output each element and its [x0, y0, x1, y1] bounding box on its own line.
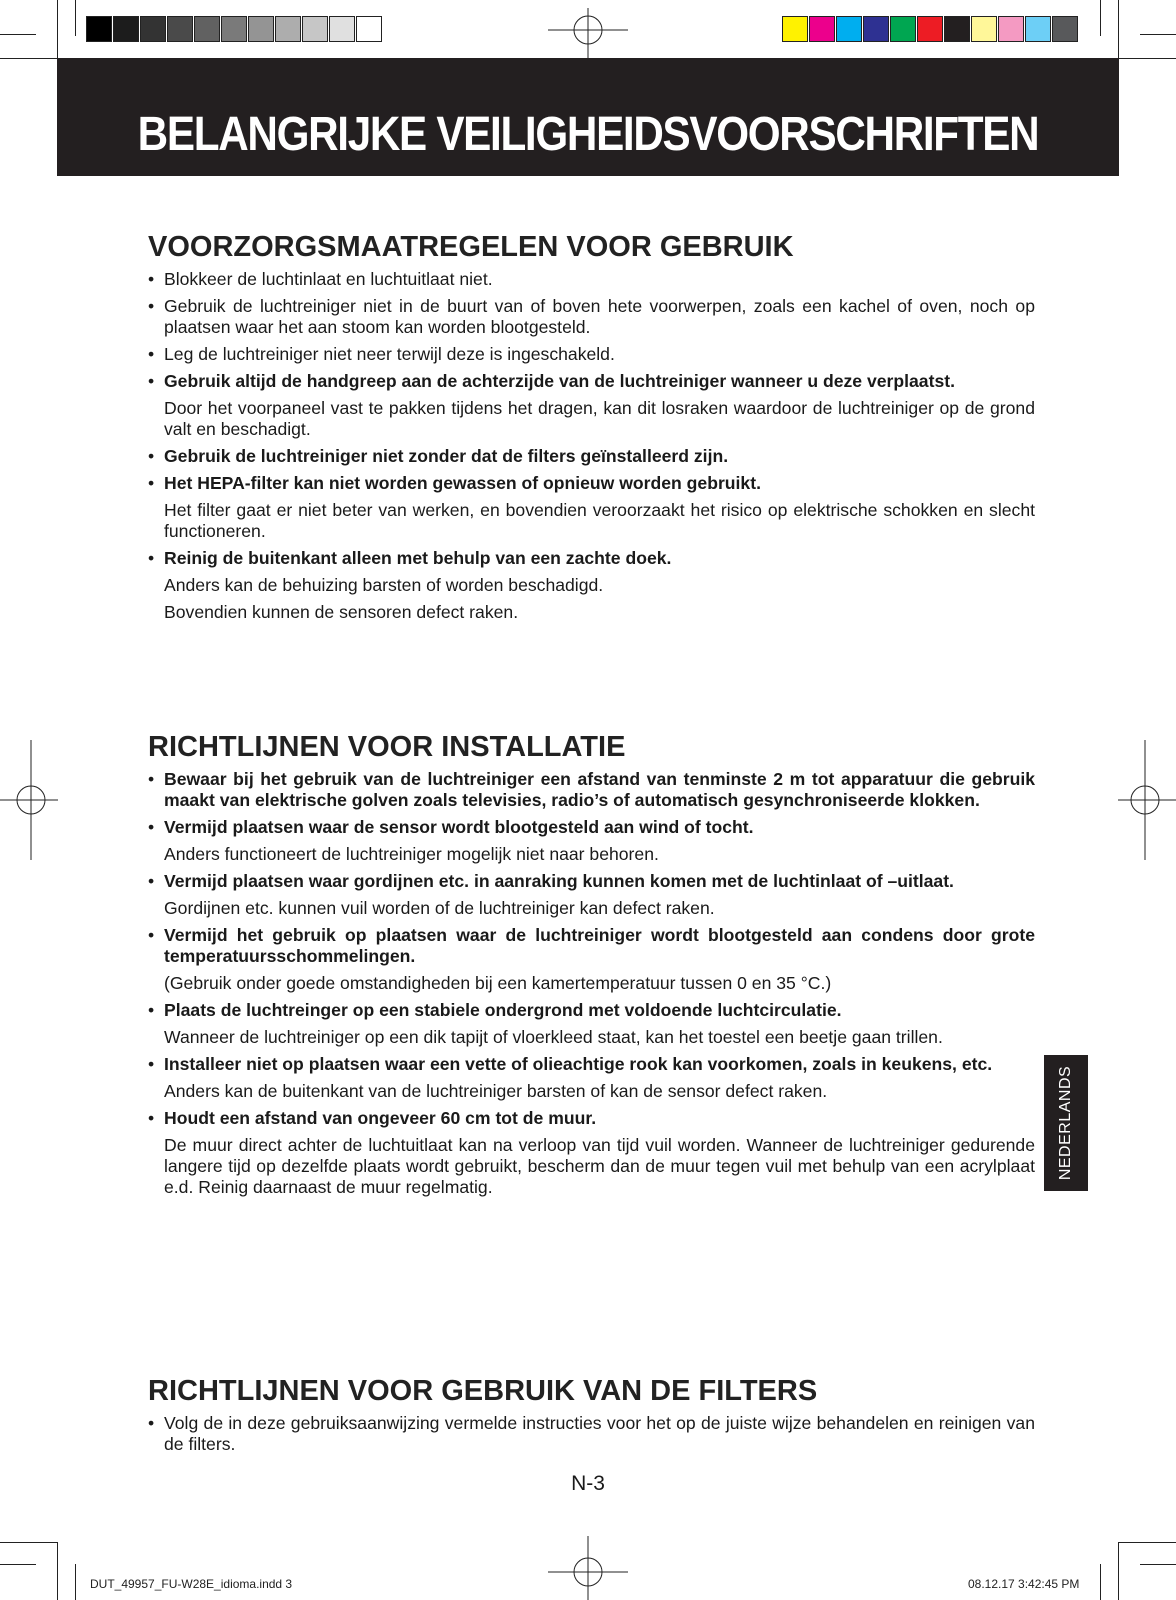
list-item-note: Anders kan de buitenkant van de luchtreiniger barsten of kan de sensor defect raken. [164, 1081, 828, 1101]
list-item-note: Wanneer de luchtreiniger op een dik tapijt of vloerkleed staat, kan het toestel een beetje gaan trillen. [164, 1027, 943, 1047]
color-swatch [809, 16, 835, 42]
list-item [148, 296, 1035, 338]
list-item [148, 925, 1035, 967]
list-item-text: Blokkeer de luchtinlaat en luchtuitlaat niet. [164, 269, 493, 289]
list-item-text: Gebruik de luchtreiniger niet zonder dat de filters geïnstalleerd zijn. [164, 446, 729, 466]
list-item-text: Leg de luchtreiniger niet neer terwijl deze is ingeschakeld. [164, 344, 615, 364]
color-swatch [863, 16, 889, 42]
bullet-icon: • [148, 769, 155, 789]
list-item-note: Gordijnen etc. kunnen vuil worden of de luchtreiniger kan defect raken. [164, 898, 715, 918]
bullet-icon: • [148, 817, 155, 837]
list-item-note: Anders functioneert de luchtreiniger mogelijk niet naar behoren. [164, 844, 659, 864]
list-item-text: Vermijd plaatsen waar gordijnen etc. in aanraking kunnen komen met de luchtinlaat of –uitlaat. [164, 871, 954, 891]
list-item [148, 548, 1035, 569]
language-tab [1044, 1055, 1088, 1191]
list-item-text: Houdt een afstand van ongeveer 60 cm tot de muur. [164, 1108, 597, 1128]
gray-swatch [221, 16, 247, 42]
list-item-text: Het HEPA-filter kan niet worden gewassen of opnieuw worden gebruikt. [164, 473, 761, 493]
gray-swatch [86, 16, 112, 42]
color-swatch [836, 16, 862, 42]
color-swatch [917, 16, 943, 42]
color-swatch [782, 16, 808, 42]
gray-swatch [167, 16, 193, 42]
list-item [148, 1413, 1035, 1455]
registration-mark-top [548, 8, 628, 58]
bullet-icon: • [148, 1054, 155, 1074]
precautions-list [148, 269, 1035, 629]
list-item-text: Plaats de luchtreinger op een stabiele ondergrond met voldoende luchtcirculatie. [164, 1000, 842, 1020]
page-number: N-3 [571, 1472, 605, 1495]
page-title: BELANGRIJKE VEILIGHEIDSVOORSCHRIFTEN [137, 108, 1039, 161]
list-item-text: Gebruik altijd de handgreep aan de achterzijde van de luchtreiniger wanneer u deze verplaatst. [164, 371, 955, 391]
color-swatch [1052, 16, 1078, 42]
section-title-filters: RICHTLIJNEN VOOR GEBRUIK VAN DE FILTERS [148, 1375, 818, 1407]
list-item-note: (Gebruik onder goede omstandigheden bij een kamertemperatuur tussen 0 en 35 °C.) [164, 973, 832, 993]
bullet-icon: • [148, 548, 155, 568]
list-item-text: Vermijd het gebruik op plaatsen waar de luchtreiniger wordt blootgesteld aan condens door grote temperatuursschommelingen. [164, 925, 1035, 966]
bullet-icon: • [148, 344, 155, 364]
bullet-icon: • [148, 1108, 155, 1128]
bullet-icon: • [148, 296, 155, 316]
section-title-precautions: VOORZORGSMAATREGELEN VOOR GEBRUIK [148, 231, 794, 263]
list-item [148, 817, 1035, 838]
list-item-text: Volg de in deze gebruiksaanwijzing vermelde instructies voor het op de juiste wijze behandelen en reinigen van de filters. [164, 1413, 1035, 1454]
list-item-note: Bovendien kunnen de sensoren defect raken. [164, 602, 519, 622]
bullet-icon: • [148, 473, 155, 493]
footer-timestamp: 08.12.17 3:42:45 PM [968, 1577, 1080, 1591]
color-swatch [944, 16, 970, 42]
color-swatch [971, 16, 997, 42]
gray-swatch [194, 16, 220, 42]
header-banner [57, 58, 1119, 176]
list-item-text: Bewaar bij het gebruik van de luchtreiniger een afstand van tenminste 2 m tot apparatuur die gebruik maakt van elektrische golven zoals televisies, radio’s of automatisch gesynchroniseerde klokken. [164, 769, 1035, 810]
bullet-icon: • [148, 1000, 155, 1020]
list-item [148, 871, 1035, 892]
list-item-note: Anders kan de behuizing barsten of worden beschadigd. [164, 575, 604, 595]
registration-mark-left [0, 740, 60, 860]
filters-list [148, 1413, 1035, 1461]
color-swatch [890, 16, 916, 42]
gray-swatch [329, 16, 355, 42]
list-item-note: Het filter gaat er niet beter van werken, en bovendien veroorzaakt het risico op elektrische schokken en slecht functioneren. [164, 500, 1035, 541]
gray-swatch [113, 16, 139, 42]
bullet-icon: • [148, 1413, 155, 1433]
bullet-icon: • [148, 269, 155, 289]
list-item-note: De muur direct achter de luchtuitlaat kan na verloop van tijd vuil worden. Wanneer de luchtreiniger gedurende langere tijd op dezelfde plaats wordt gebruikt, bescherm dan de muur tegen vuil met behulp van een acrylplaat e.d. Reinig daarnaast de muur regelmatig. [164, 1135, 1035, 1197]
list-item [148, 371, 1035, 392]
installation-list [148, 769, 1035, 1204]
registration-mark-right [1116, 740, 1176, 860]
list-item-text: Gebruik de luchtreiniger niet in de buurt van of boven hete voorwerpen, zoals een kachel of oven, noch op plaatsen waar het aan stoom kan worden blootgesteld. [164, 296, 1035, 337]
gray-swatch [356, 16, 382, 42]
bullet-icon: • [148, 925, 155, 945]
list-item [148, 473, 1035, 494]
registration-mark-bottom [548, 1536, 628, 1600]
list-item [148, 1108, 1035, 1129]
list-item [148, 344, 1035, 365]
list-item-note: Door het voorpaneel vast te pakken tijdens het dragen, kan dit losraken waardoor de luchtreiniger op de grond valt en beschadigt. [164, 398, 1035, 439]
section-title-installation: RICHTLIJNEN VOOR INSTALLATIE [148, 731, 626, 763]
gray-swatch [140, 16, 166, 42]
list-item-text: Reinig de buitenkant alleen met behulp van een zachte doek. [164, 548, 672, 568]
list-item [148, 769, 1035, 811]
list-item [148, 269, 1035, 290]
list-item-text: Installeer niet op plaatsen waar een vette of olieachtige rook kan voorkomen, zoals in keukens, etc. [164, 1054, 993, 1074]
bullet-icon: • [148, 871, 155, 891]
list-item-text: Vermijd plaatsen waar de sensor wordt blootgesteld aan wind of tocht. [164, 817, 754, 837]
list-item [148, 1000, 1035, 1021]
gray-swatch [302, 16, 328, 42]
gray-swatch [275, 16, 301, 42]
bullet-icon: • [148, 446, 155, 466]
gray-swatch [248, 16, 274, 42]
language-tab-label: NEDERLANDS [1057, 1065, 1074, 1181]
color-swatch [1025, 16, 1051, 42]
color-swatch [998, 16, 1024, 42]
bullet-icon: • [148, 371, 155, 391]
list-item [148, 446, 1035, 467]
list-item [148, 1054, 1035, 1075]
footer-filename: DUT_49957_FU-W28E_idioma.indd 3 [90, 1577, 293, 1591]
